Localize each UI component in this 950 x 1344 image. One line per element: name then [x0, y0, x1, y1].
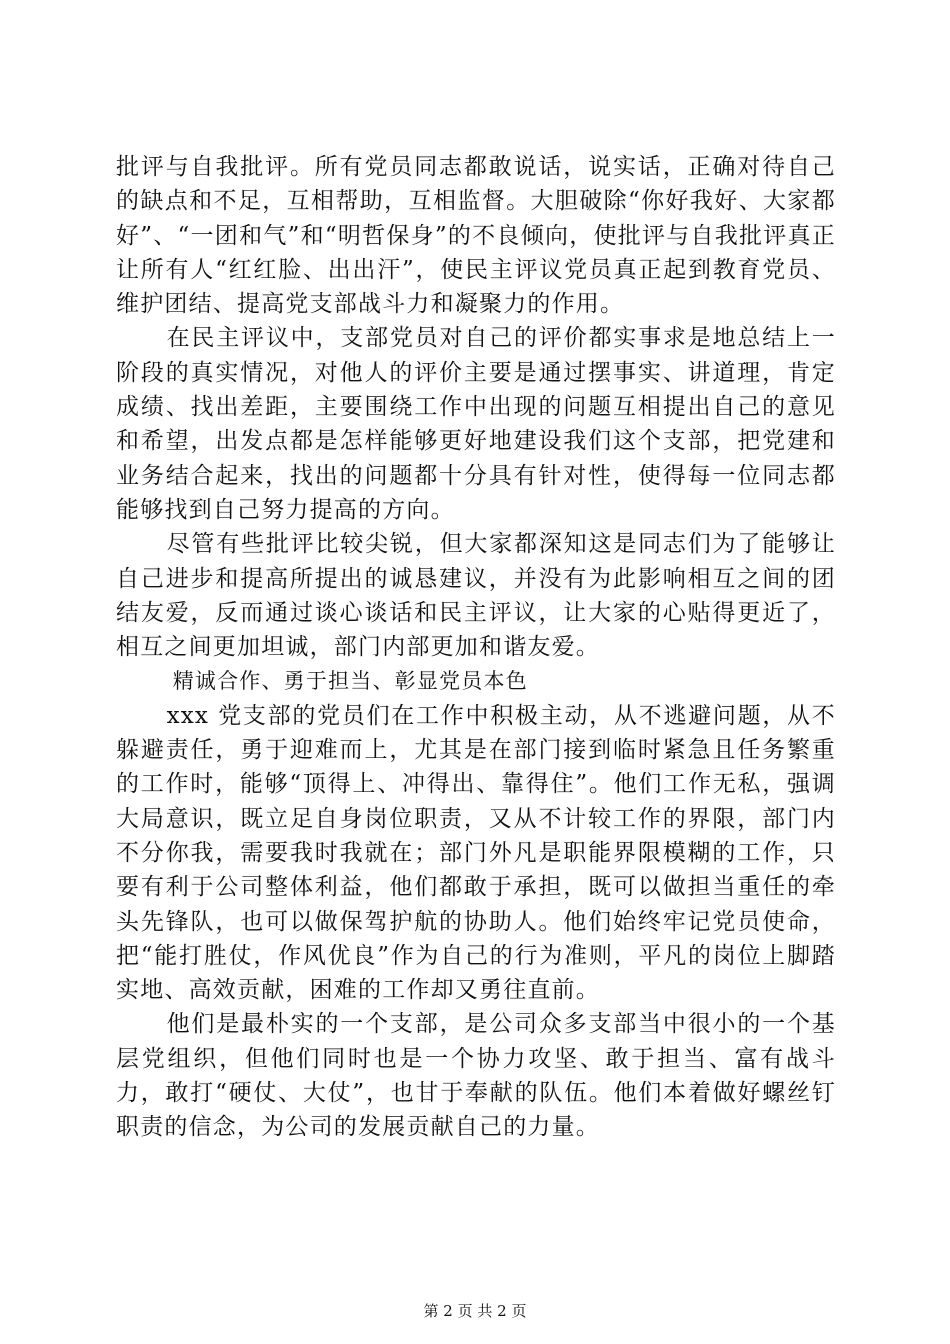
paragraph-democratic-review: 在民主评议中，支部党员对自己的评价都实事求是地总结上一阶段的真实情况，对他人的评价主要是通过摆事实、讲道理，肯定成绩、找出差距，主要围绕工作中出现的问题互相提出自己的意见和希望，出发点都是怎样能够更好地建设我们这个支部，把党建和业务结合起来，找出的问题都十分具有针对性，使得每一位同志都能够找到自己努力提高的方向。: [116, 325, 836, 523]
document-body: [116, 150, 836, 1145]
paragraph-criticism: 批评与自我批评。所有党员同志都敢说话，说实话，正确对待自己的缺点和不足，互相帮助，互相监督。大胆破除“你好我好、大家都好”、“一团和气”和“明哲保身”的不良倾向，使批评与自我批评真正让所有人“红红脸、出出汗”，使民主评议党员真正起到教育党员、维护团结、提高党支部战斗力和凝聚力的作用。: [116, 154, 836, 318]
paragraph-conclusion: 他们是最朴实的一个支部，是公司众多支部当中很小的一个基层党组织，但他们同时也是一个协力攻坚、敢于担当、富有战斗力，敢打“硬仗、大仗”，也甘于奉献的队伍。他们本着做好螺丝钉职责的信念，为公司的发展贡献自己的力量。: [116, 1011, 836, 1141]
paragraph-sharp-criticism: 尽管有些批评比较尖锐，但大家都深知这是同志们为了能够让自己进步和提高所提出的诚恳建议，并没有为此影响相互之间的团结友爱，反而通过谈心谈话和民主评议，让大家的心贴得更近了，相互之间更加坦诚，部门内部更加和谐友爱。: [116, 531, 836, 661]
paragraph-branch-members: xxx 党支部的党员们在工作中积极主动，从不逃避问题，从不躲避责任，勇于迎难而上，尤其是在部门接到临时紧急且任务繁重的工作时，能够“顶得上、冲得出、靠得住”。他们工作无私，强调大局意识，既立足自身岗位职责，又从不计较工作的界限，部门内不分你我，需要我时我就在；部门外凡是职能界限模糊的工作，只要有利于公司整体利益，他们都敢于承担，既可以做担当重任的牵头先锋队，也可以做保驾护航的协助人。他们始终牢记党员使命，把“能打胜仗，作风优良”作为自己的行为准则，平凡的岗位上脚踏实地、高效贡献，困难的工作却又勇往直前。: [116, 702, 836, 1004]
section-heading: 精诚合作、勇于担当、彰显党员本色: [172, 669, 528, 694]
page-number-footer: 第 2 页 共 2 页: [423, 1302, 527, 1320]
